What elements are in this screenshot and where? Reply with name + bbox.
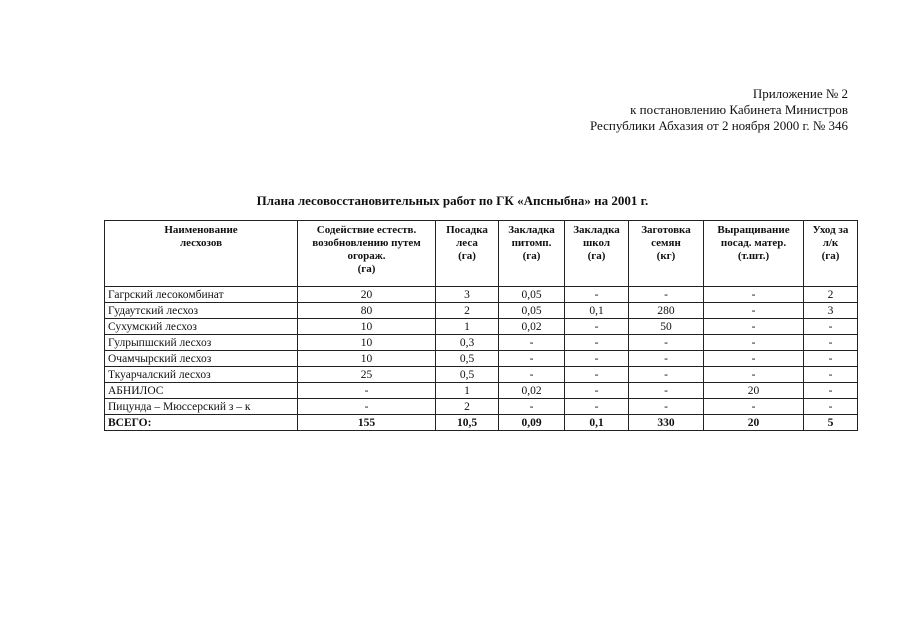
value-cell: - [704,399,804,415]
value-cell: - [499,335,565,351]
value-cell: 3 [804,303,858,319]
header-row [105,221,858,287]
value-cell: - [565,383,629,399]
value-cell: 330 [629,415,704,431]
value-cell: - [629,399,704,415]
value-cell: - [565,319,629,335]
value-cell: - [804,399,858,415]
forestry-name-cell: Сухумский лесхоз [105,319,298,335]
value-cell: - [298,383,436,399]
value-cell: 3 [436,287,499,303]
table-row [105,383,858,399]
table-row [105,335,858,351]
value-cell: 50 [629,319,704,335]
value-cell: 10 [298,319,436,335]
document-title: Плана лесовосстановительных работ по ГК «Апсныбна» на 2001 г. [256,193,649,208]
value-cell: 10,5 [436,415,499,431]
value-cell: - [804,351,858,367]
value-cell: - [704,351,804,367]
forestry-name-cell: Пицунда – Мюссерский з – к [105,399,298,415]
value-cell: 155 [298,415,436,431]
value-cell: 5 [804,415,858,431]
value-cell: - [704,303,804,319]
value-cell: 20 [298,287,436,303]
header-cell: Выращивание посад. матер. (т.шт.) [704,221,804,287]
value-cell: 0,05 [499,303,565,319]
annex-line-1: Приложение № 2 [752,86,848,101]
value-cell: 0,5 [436,367,499,383]
value-cell: 80 [298,303,436,319]
value-cell: - [629,287,704,303]
value-cell: 2 [436,399,499,415]
forestry-name-cell: Ткуарчалский лесхоз [105,367,298,383]
table-row [105,351,858,367]
forestry-name-cell: Очамчырский лесхоз [105,351,298,367]
value-cell: 10 [298,335,436,351]
total-row [105,415,858,431]
value-cell: - [704,367,804,383]
value-cell: 0,3 [436,335,499,351]
table-row [105,399,858,415]
header-cell: Уход за л/к (га) [804,221,858,287]
header-cell: Закладка школ (га) [565,221,629,287]
value-cell: - [704,287,804,303]
value-cell: 2 [804,287,858,303]
value-cell: 0,02 [499,383,565,399]
value-cell: 25 [298,367,436,383]
value-cell: - [298,399,436,415]
table-row [105,367,858,383]
header-cell: Посадка леса (га) [436,221,499,287]
value-cell: 1 [436,319,499,335]
value-cell: - [704,335,804,351]
value-cell: 0,1 [565,415,629,431]
value-cell: - [804,383,858,399]
header-cell: Наименование лесхозов [105,221,298,287]
forestry-name-cell: Гулрыпшский лесхоз [105,335,298,351]
value-cell: - [804,319,858,335]
value-cell: - [804,335,858,351]
table-body [105,287,858,431]
value-cell: 1 [436,383,499,399]
annex-line-3: Республики Абхазия от 2 ноября 2000 г. № 346 [589,118,848,133]
value-cell: 0,5 [436,351,499,367]
annex-line-2: к постановлению Кабинета Министров [630,102,848,117]
annex-block [590,86,848,134]
reforestation-plan-table [104,220,858,431]
value-cell: 0,02 [499,319,565,335]
header-cell: Заготовка семян (кг) [629,221,704,287]
value-cell: - [629,367,704,383]
value-cell: 20 [704,383,804,399]
forestry-name-cell: Гагрский лесокомбинат [105,287,298,303]
value-cell: 10 [298,351,436,367]
value-cell: - [804,367,858,383]
value-cell: 20 [704,415,804,431]
value-cell: - [704,319,804,335]
value-cell: - [629,335,704,351]
header-cell: Содействие естеств. возобновлению путем огораж. (га) [298,221,436,287]
forestry-name-cell: ВСЕГО: [105,415,298,431]
value-cell: 280 [629,303,704,319]
value-cell: - [565,335,629,351]
value-cell: - [499,351,565,367]
forestry-name-cell: АБНИЛОС [105,383,298,399]
table-row [105,287,858,303]
table-row [105,319,858,335]
value-cell: 0,05 [499,287,565,303]
table-row [105,303,858,319]
header-cell: Закладка питомп. (га) [499,221,565,287]
value-cell: - [565,287,629,303]
value-cell: 2 [436,303,499,319]
value-cell: 0,1 [565,303,629,319]
value-cell: - [629,351,704,367]
value-cell: - [629,383,704,399]
value-cell: - [565,351,629,367]
value-cell: - [565,399,629,415]
value-cell: - [499,367,565,383]
forestry-name-cell: Гудаутский лесхоз [105,303,298,319]
value-cell: - [499,399,565,415]
value-cell: 0,09 [499,415,565,431]
value-cell: - [565,367,629,383]
